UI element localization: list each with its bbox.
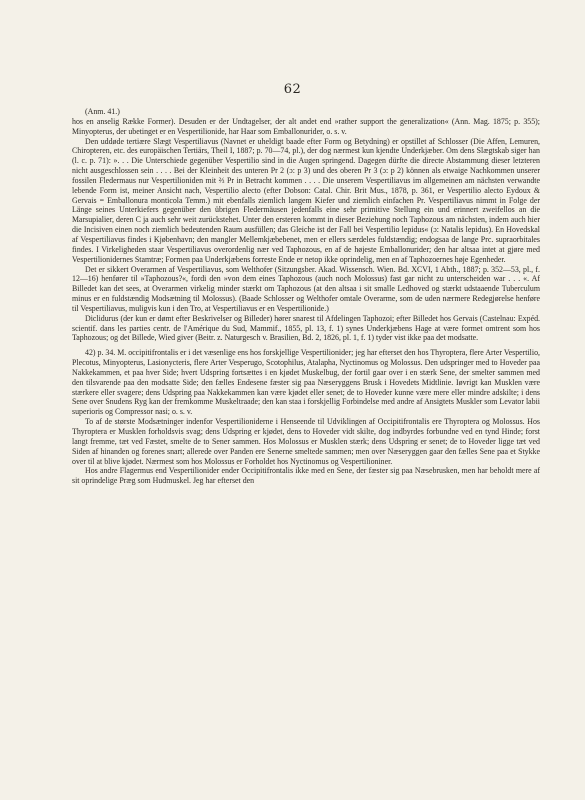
note-paragraph: 42) p. 34. M. occipitifrontalis er i det væsenlige ens hos forskjellige Vespertilionider; jeg har efterset den hos Thyroptera, flere Arter Vespertilio, Plecotus, Minyopterus, Lasionycteris, flere Arter Vesperugo, Scotophilus, Atalapha, Nyctinomus og Molossus. Den udspringer med to Hoveder paa Nakkekammen, et paa hver Side; hvert Udspring fortsættes i en kjødet Muskelbug, der fortil gaar over i en stærk Sene, der smelter sammen med den tilsvarende paa den modsatte Side; den fælles Endesene fæster sig paa Næseryggens Brusk i Hovedets Midtlinie. Iøvrigt kan Musklen være stærkere eller svagere; dens Udspring paa Nakkekammen kan være kjødet eller senet; de to Hoveder kunne være mere eller mindre adskilte; i dens Sene over Snudens Ryg kan der fremkomme Muskeltraade; den kan staa i forskjellig Forbindelse med andre af Ansigtets Muskler som Levator labii superioris og Compressor nasi; o. s. v. xyxy=(72,348,540,417)
body-text xyxy=(72,107,540,486)
paragraph: To af de største Modsætninger indenfor Vespertilioniderne i Henseende til Udviklingen af Occipitifrontalis ere Thyroptera og Molossus. Hos Thyroptera er Musklen forholdsvis svag; dens Udspring er kjødet, dens to Hoveder vidt skilte, dog indbyrdes forbundne ved en tynd Hinde; forst langt fremme, tæt ved Fæstet, smelte de to Sener sammen. Hos Molossus er Musklen stærk; dens Udspring er senet; de to Hoveder ligge tæt ved Siden af hinanden og forenes snart; allerede over Panden ere Senerne smeltede sammen; men over Næseryggen gaar den fælles Sene paa et Stykke over til at blive kjødet. Nærmest som hos Molossus er Forholdet hos Nyctinomus og Vespertilioniner. xyxy=(72,417,540,466)
paragraph: Det er sikkert Overarmen af Vespertiliavus, som Welthofer (Sitzungsber. Akad. Wissensch. Wien. Bd. XCVI, 1 Abth., 1887; p. 352—53, pl., f. 12—16) henfører til »Taphozous?«, fordi den »von dem eines Taphozous (auch noch Molossus) fast gar nicht zu unterscheiden war . . . «. Af Billedet kan det sees, at Overarmen virkelig minder stærkt om Taphozous (at den altsaa i sit smalle Ledhoved og stærkt udstaaende Tuberculum minus er en fuldstændig Modsætning til Molossus). (Baade Schlosser og Welthofer omtale Overarme, som de uden nærmere Redegjørelse henføre til Vespertiliavus, muligvis kun i den Tro, at Vespertiliavus er en Vespertilionide.) xyxy=(72,264,540,313)
paragraph: Diclidurus (der kun er dømt efter Beskrivelser og Billeder) hører snarest til Afdelingen Taphozoi; efter Billedet hos Gervais (Castelnau: Expéd. scientif. dans les parties centr. de l'Amérique du Sud, Mammif., 1855, pl. 13, f. 1) synes Underkjæbens Hage at være formet omtrent som hos Taphozous; og det Billede, Wied giver (Beitr. z. Naturgesch v. Brasilien, Bd. 2, 1826, pl. 1, f. 1) tyder vist ikke paa det modsatte. xyxy=(72,313,540,343)
paragraph: hos en anselig Række Former). Desuden er der Undtagelser, der alt andet end »rather support the generalization« (Ann. Mag. 1875; p. 355); Minyopterus, der ubetinget er en Vespertilionide, har Haar som Emballonurider, o. s. v. xyxy=(72,116,540,136)
note-reference: (Anm. 41.) xyxy=(85,107,120,116)
page-number: 62 xyxy=(283,82,302,97)
paragraph: Hos andre Flagermus end Vespertilionider ender Occipitifrontalis ikke med en Sene, der fæster sig paa Næsebrusken, men har beholdt mere af sit oprindelige Præg som Hudmuskel. Jeg har efterset den xyxy=(72,466,540,486)
paragraph: Den uddøde tertiære Slægt Vespertiliavus (Navnet er uheldigt baade efter Form og Betydning) er opstillet af Schlosser (Die Affen, Lemuren, Chiropteren, etc. des europäischen Tertiärs, Theil I, 1887; p. 70—74, pl.), der dog nærmest kun kjendte Underkjæber. Om dens Slægtskab siger han (l. c. p. 71): ». . . Die Unterschiede gegenüber Vespertilio sind in die Augen springend. Dagegen dürfte die directe Abstammung dieser letzteren nicht ausgeschlossen sein . . . . Bei der Kleinheit des unteren Pr 2 (ɔ: p 3) und des oberen Pr 3 (ɔ: p 2) können als etwaige Nachkommen unserer fossilen Fledermaus nur Vespertilioniden mit ⅔ Pr in Betracht kommen . . . . Die unserem Vespertiliavus im allgemeinen am nächsten verwandte lebende Form ist, meiner Ansicht nach, Vespertilio alecto (efter Dobson: Catal. Chir. Brit Mus., 1878, p. 361, er Vespertilio alecto Eydoux & Gervais = Emballonura monticola Temm.) mit ebenfalls ziemlich langem Kiefer und ziemlich einfachen Pr. Vespertiliavus nimmt in Folge der Länge seines Unterkiefers gegenüber den übrigen Fledermäusen jedenfalls eine sehr primitive Stellung ein und erinnert zweifellos an die Marsupialier, deren C ja auch sehr weit zurückstehet. Unter den ersteren kommt in dieser Beziehung noch Taphozous am nächsten, indem auch hier die Incisiven einen noch ziemlich bedeutenden Raum ausfüllen; das Gleiche ist der Fall bei Vespertilio lepidus« (ɔ: Natalis lepidus). En Hovedskal af Vespertiliavus findes i Kjøbenhavn; den mangler Mellemkjæbebenet, men er ellers særdeles fuldstændig; endogsaa de lange Prc. supraorbitales findes. I Virkeligheden staar Vespertiliavus overordenlig nær ved Taphozous, en af de højeste Emballonurider; den har altsaa intet at gjøre med Vespertilionidernes Stamtræ; Formen paa Underkjæbens forreste Ende er netop ikke oprindelig, men en af Taphozoernes høje Egenheder. xyxy=(72,136,540,264)
